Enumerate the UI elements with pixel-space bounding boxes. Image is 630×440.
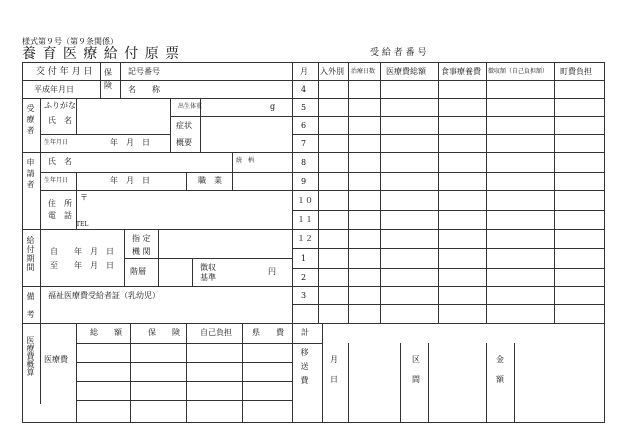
amount-label: 金 bbox=[496, 355, 504, 364]
transport-month-label: 月 bbox=[330, 355, 338, 364]
collection-label: 徴収 bbox=[200, 263, 216, 272]
col-town-cost: 町費負担 bbox=[560, 67, 592, 76]
patient-birthdate-ymd: 年 月 日 bbox=[110, 138, 150, 147]
transport-cost-label: 移送費 bbox=[300, 348, 309, 390]
month-row-label: 3 bbox=[301, 291, 307, 300]
col-total-medical: 医療費総額 bbox=[386, 67, 426, 76]
patient-name-label: 氏 名 bbox=[48, 116, 72, 125]
name-label: 名 称 bbox=[128, 85, 160, 94]
symbol-number-label: 記号番号 bbox=[128, 67, 160, 76]
amount-label-2: 額 bbox=[496, 375, 504, 384]
section-label: 区 bbox=[412, 355, 420, 364]
overview-label: 概要 bbox=[176, 138, 192, 147]
self-pay-header: 自己負担 bbox=[200, 328, 232, 337]
transport-day-label: 日 bbox=[330, 375, 338, 384]
birth-weight-label: 出生体重 bbox=[178, 103, 203, 110]
month-row-label: 5 bbox=[301, 103, 307, 112]
period-from-label: 自 年 月 日 bbox=[50, 247, 114, 256]
page-title: 養 育 医 療 給 付 原 票 bbox=[22, 46, 181, 62]
issue-date-label: 交 付 年 月 日 bbox=[36, 67, 93, 77]
applicant-birthdate-label: 生年月日 bbox=[44, 177, 69, 184]
col-treatment-days: 治療日数 bbox=[351, 68, 376, 75]
postal-mark: 〒 bbox=[80, 193, 88, 202]
month-row-label: 4 bbox=[301, 85, 307, 94]
furigana-label: ふりがな bbox=[44, 101, 76, 110]
yen-unit: 円 bbox=[268, 267, 276, 276]
month-row-label: １０ bbox=[297, 196, 313, 205]
insurance-header: 保 険 bbox=[148, 328, 180, 337]
period-to-label: 至 年 月 日 bbox=[50, 261, 114, 270]
month-row-label: 1 bbox=[301, 254, 307, 263]
form-number: 様式第９号（第９条関係） bbox=[22, 37, 118, 46]
col-in-out: 入外別 bbox=[320, 67, 344, 76]
month-row-label: 6 bbox=[301, 121, 307, 130]
patient-birthdate-label: 生年月日 bbox=[44, 139, 69, 146]
month-row-label: 8 bbox=[301, 158, 307, 167]
designated-label: 指 定 bbox=[132, 234, 151, 243]
month-row-label: 9 bbox=[301, 177, 307, 186]
total-amount-header: 総 額 bbox=[90, 328, 122, 337]
standard-label: 基準 bbox=[200, 273, 216, 282]
patient-section-label: 受療者 bbox=[26, 104, 35, 137]
welfare-certificate-text: 福祉医療費受給者証（乳幼児） bbox=[48, 291, 160, 300]
applicant-birthdate-ymd: 年 月 日 bbox=[110, 176, 150, 185]
benefit-period-label: 給付期間 bbox=[26, 236, 35, 272]
remarks-label: 備考 bbox=[26, 292, 35, 328]
col-month: 月 bbox=[300, 67, 308, 76]
applicant-name-label: 氏 名 bbox=[48, 157, 72, 166]
col-collection: 徴収額（自己負担額） bbox=[488, 68, 549, 75]
total-label: 計 bbox=[301, 328, 309, 337]
month-row-label: 2 bbox=[301, 273, 307, 282]
symptom-label: 症状 bbox=[176, 121, 192, 130]
recipient-number-label: 受 給 者 番 号 bbox=[370, 48, 427, 58]
medical-estimate-label: 医療費概算 bbox=[26, 336, 35, 376]
interval-label: 間 bbox=[412, 375, 420, 384]
month-row-label: １２ bbox=[297, 234, 313, 243]
heisei-date-label: 平成年月日 bbox=[34, 85, 74, 94]
col-meal-cost: 食事療養費 bbox=[441, 67, 481, 76]
institution-label: 機 関 bbox=[132, 247, 151, 256]
phone-label: 電 話 bbox=[48, 211, 72, 220]
gram-unit: g bbox=[270, 102, 276, 111]
address-label: 住 所 bbox=[48, 199, 72, 208]
insurance-label: 保険 bbox=[104, 68, 112, 90]
month-row-label: １１ bbox=[297, 215, 313, 224]
tel-label: TEL bbox=[76, 221, 89, 228]
month-row-label: 7 bbox=[301, 139, 307, 148]
occupation-label: 職 業 bbox=[198, 176, 222, 185]
prefecture-cost-header: 県 費 bbox=[252, 328, 284, 337]
class-label: 階層 bbox=[130, 267, 146, 276]
relationship-label: 続 柄 bbox=[236, 157, 255, 164]
medical-cost-label: 医療費 bbox=[44, 355, 68, 364]
applicant-section-label: 申請者 bbox=[26, 158, 35, 191]
